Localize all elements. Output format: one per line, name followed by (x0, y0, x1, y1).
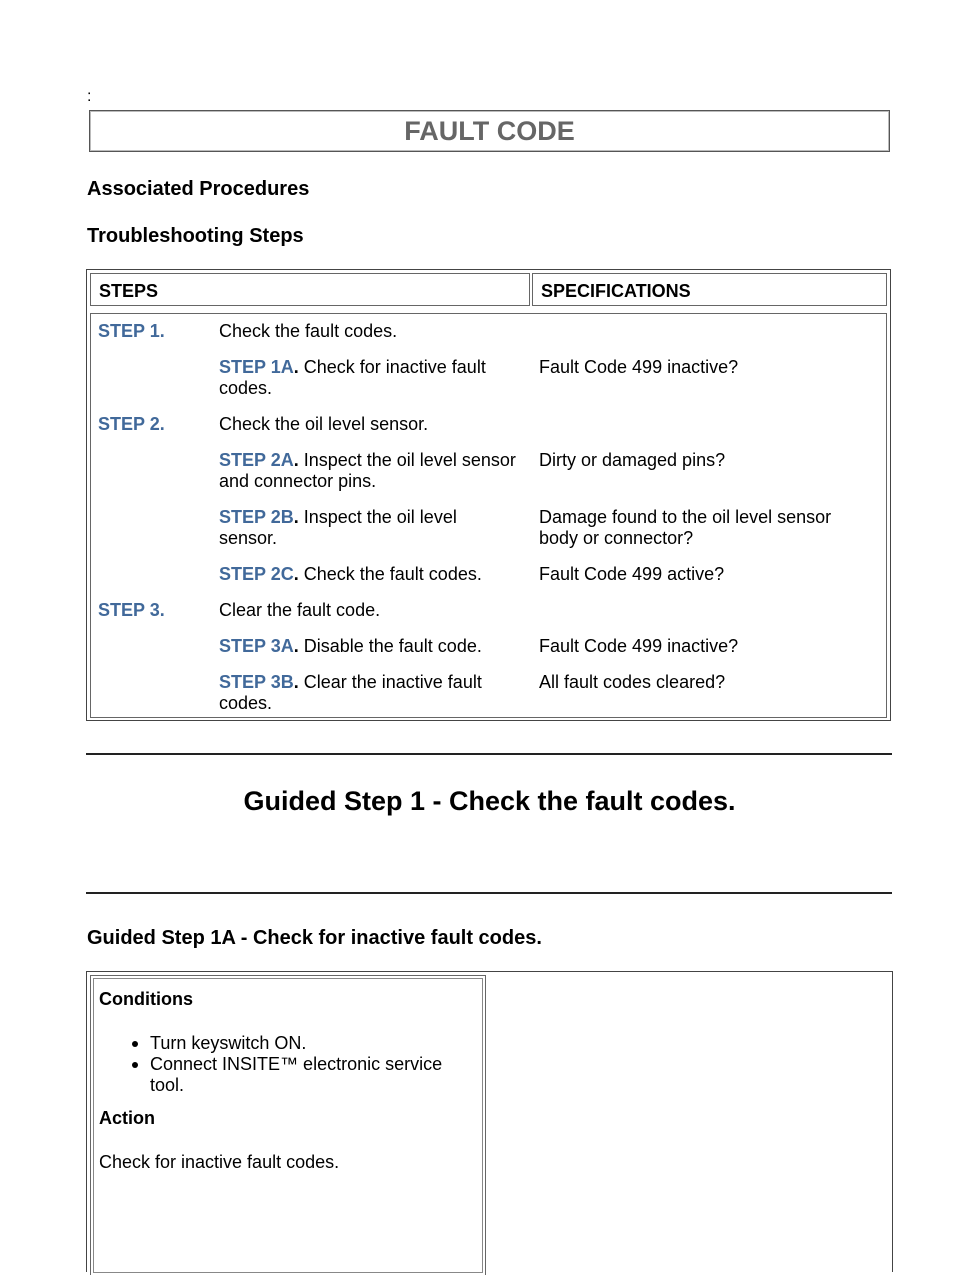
step-1a-spec: Fault Code 499 inactive? (539, 357, 739, 377)
step-3b-link[interactable]: STEP 3B (219, 672, 294, 692)
action-label: Action (99, 1108, 155, 1128)
step-1a-row: STEP 1A. Check for inactive fault codes. (219, 357, 486, 398)
step-1a-link[interactable]: STEP 1A (219, 357, 294, 377)
step-2-text: Check the oil level sensor. (219, 414, 429, 434)
associated-procedures-heading: Associated Procedures (87, 178, 310, 200)
condition-item: Turn keyswitch ON. (124, 1033, 464, 1054)
step-1-number[interactable]: STEP 1. (98, 321, 165, 341)
step-2b-link[interactable]: STEP 2B (219, 507, 294, 527)
conditions-label: Conditions (99, 989, 193, 1009)
conditions-cell (90, 975, 486, 1275)
step-2b-spec: Damage found to the oil level sensor body or connector? (539, 507, 832, 548)
step-2a-row: STEP 2A. Inspect the oil level sensor and connector pins. (219, 450, 516, 491)
step-2c-row: STEP 2C. Check the fault codes. (219, 564, 482, 584)
step-3a-link[interactable]: STEP 3A (219, 636, 294, 656)
step-2-number[interactable]: STEP 2. (98, 414, 165, 434)
step-2a-link[interactable]: STEP 2A (219, 450, 294, 470)
section-divider (86, 892, 892, 894)
colon-mark: : (87, 88, 92, 105)
conditions-list (124, 1033, 464, 1096)
page-title: FAULT CODE (89, 110, 890, 152)
step-2a-spec: Dirty or damaged pins? (539, 450, 726, 470)
step-3-number[interactable]: STEP 3. (98, 600, 165, 620)
steps-body (90, 313, 887, 718)
specifications-header: SPECIFICATIONS (532, 273, 887, 306)
guided-step-1-heading: Guided Step 1 - Check the fault codes. (243, 786, 736, 816)
guided-step-1a-heading: Guided Step 1A - Check for inactive fault codes. (87, 927, 542, 949)
action-text: Check for inactive fault codes. (99, 1152, 340, 1172)
step-3-text: Clear the fault code. (219, 600, 381, 620)
steps-header: STEPS (90, 273, 530, 306)
step-2b-row: STEP 2B. Inspect the oil level sensor. (219, 507, 457, 548)
step-3b-row: STEP 3B. Clear the inactive fault codes. (219, 672, 482, 713)
step-3a-row: STEP 3A. Disable the fault code. (219, 636, 482, 656)
step-2c-spec: Fault Code 499 active? (539, 564, 725, 584)
step-1-text: Check the fault codes. (219, 321, 398, 341)
step-2c-link[interactable]: STEP 2C (219, 564, 294, 584)
condition-item: Connect INSITE™ electronic service tool. (124, 1054, 464, 1096)
section-divider (86, 753, 892, 755)
step-3b-spec: All fault codes cleared? (539, 672, 726, 692)
steps-table (86, 269, 891, 721)
step-3a-spec: Fault Code 499 inactive? (539, 636, 739, 656)
troubleshooting-steps-heading: Troubleshooting Steps (87, 225, 304, 247)
conditions-table (86, 971, 893, 1272)
